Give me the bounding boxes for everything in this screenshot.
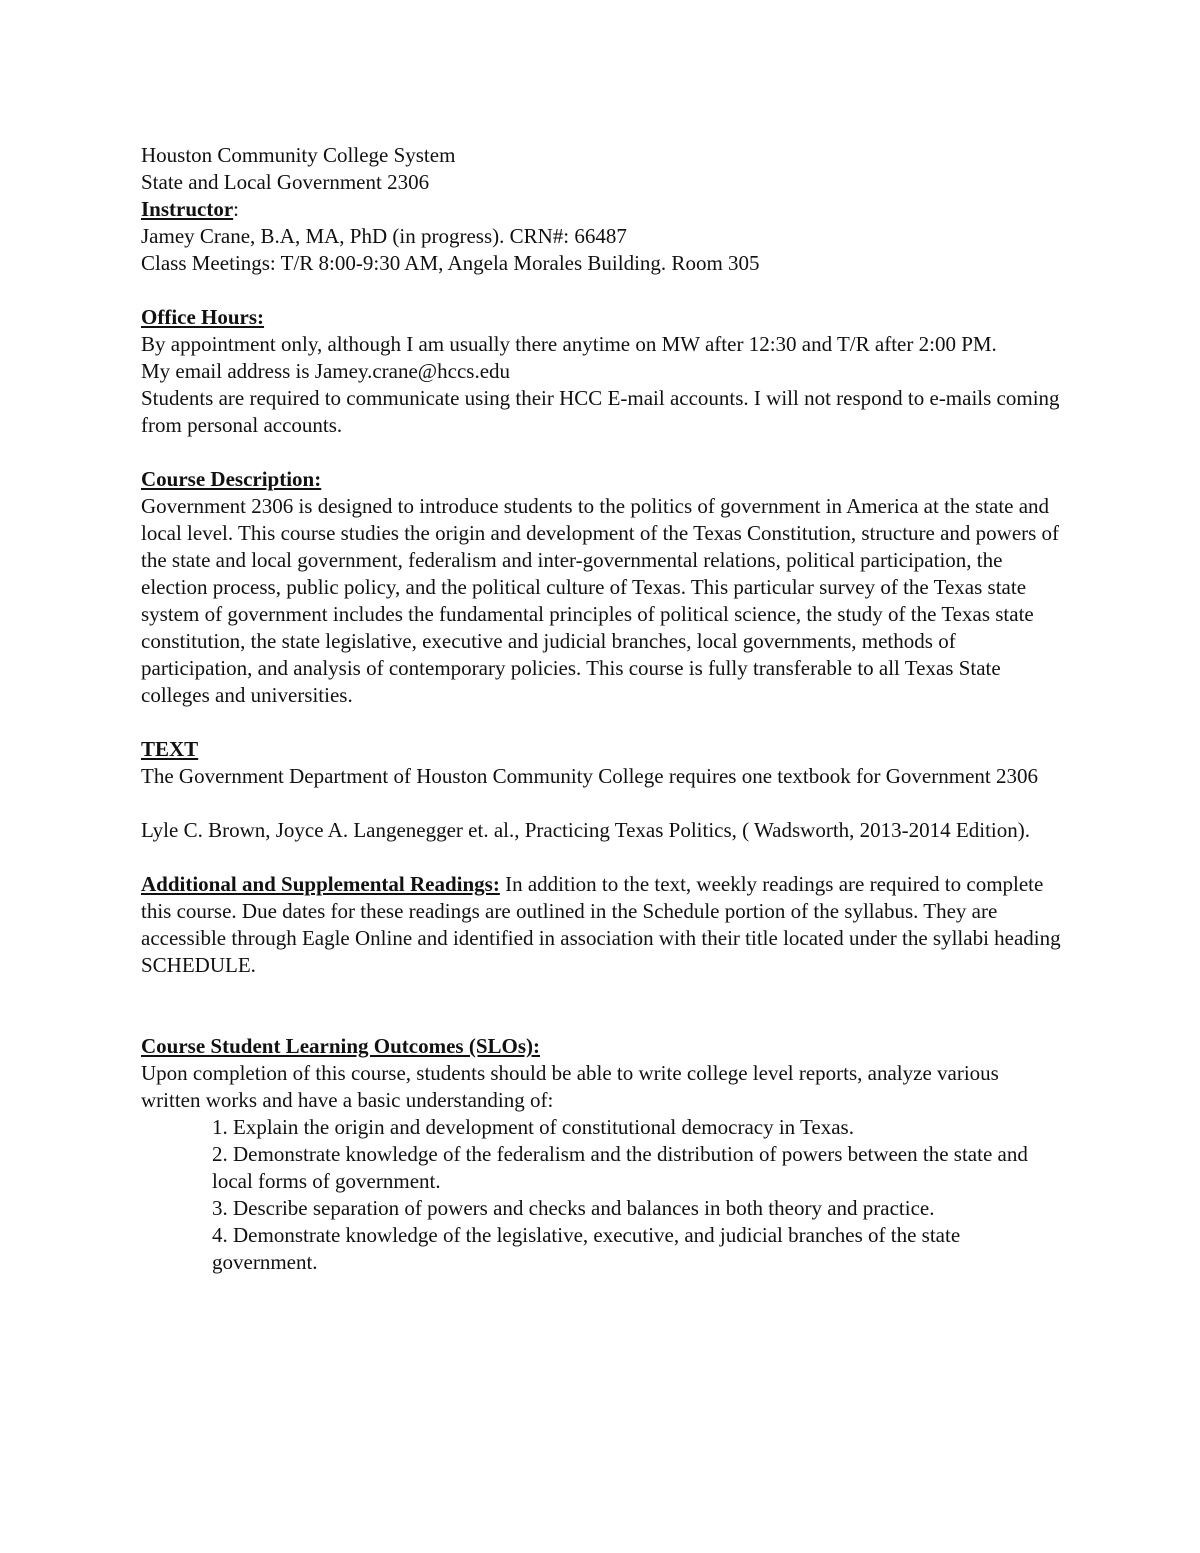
readings-body: In addition to the text, weekly readings are required to complete this course. Due dates for these readings are outlined in the Schedule portion of the syllabus. They are accessible through Eagle Online and identified in association with their title located under the syllabi heading SCHEDULE. — [141, 872, 1061, 977]
office-hours-availability: By appointment only, although I am usually there anytime on MW after 12:30 and T/R after 2:00 PM. — [141, 332, 997, 356]
slo-item-1: 1. Explain the origin and development of constitutional democracy in Texas. — [212, 1115, 854, 1139]
instructor-info: Jamey Crane, B.A, MA, PhD (in progress). CRN#: 66487 — [141, 224, 627, 248]
instructor-heading-colon: : — [233, 197, 239, 221]
instructor-heading-line — [141, 196, 1061, 223]
class-meetings: Class Meetings: T/R 8:00-9:30 AM, Angela Morales Building. Room 305 — [141, 251, 760, 275]
slo-item-2: 2. Demonstrate knowledge of the federalism and the distribution of powers between the state and local forms of government. — [212, 1142, 1028, 1193]
spacer — [141, 979, 1061, 1033]
text-heading: TEXT — [141, 737, 199, 761]
spacer — [141, 439, 1061, 466]
slo-item-3: 3. Describe separation of powers and checks and balances in both theory and practice. — [212, 1196, 935, 1220]
spacer — [141, 844, 1061, 871]
course-description-heading: Course Description: — [141, 467, 322, 491]
instructor-heading: Instructor — [141, 197, 234, 221]
syllabus-content — [141, 142, 1061, 1276]
slos-intro: Upon completion of this course, students should be able to write college level reports, analyze various written works and have a basic understanding of: — [141, 1061, 999, 1112]
course-title: State and Local Government 2306 — [141, 170, 430, 194]
readings-paragraph — [141, 871, 1061, 979]
readings-heading: Additional and Supplemental Readings: — [141, 872, 500, 896]
spacer — [141, 790, 1061, 817]
spacer — [141, 277, 1061, 304]
textbook-citation: Lyle C. Brown, Joyce A. Langenegger et. al., Practicing Texas Politics, ( Wadsworth, 2013-2014 Edition). — [141, 818, 1030, 842]
textbook-requirement: The Government Department of Houston Community College requires one textbook for Government 2306 — [141, 764, 1038, 788]
email-policy: Students are required to communicate using their HCC E-mail accounts. I will not respond to e-mails coming from personal accounts. — [141, 386, 1060, 437]
email-address-line: My email address is Jamey.crane@hccs.edu — [141, 359, 511, 383]
spacer — [141, 709, 1061, 736]
course-description-body: Government 2306 is designed to introduce students to the politics of government in America at the state and local level. This course studies the origin and development of the Texas Constitution, structure and powers of the state and local government, federalism and inter-governmental relations, political participation, the election process, public policy, and the political culture of Texas. This particular survey of the Texas state system of government includes the fundamental principles of political science, the study of the Texas state constitution, the state legislative, executive and judicial branches, local governments, methods of participation, and analysis of contemporary policies. This course is fully transferable to all Texas State colleges and universities. — [141, 494, 1060, 707]
office-hours-heading: Office Hours: — [141, 305, 265, 329]
slos-heading: Course Student Learning Outcomes (SLOs): — [141, 1034, 541, 1058]
slo-item-4: 4. Demonstrate knowledge of the legislative, executive, and judicial branches of the state government. — [212, 1223, 961, 1274]
institution-name: Houston Community College System — [141, 143, 456, 167]
